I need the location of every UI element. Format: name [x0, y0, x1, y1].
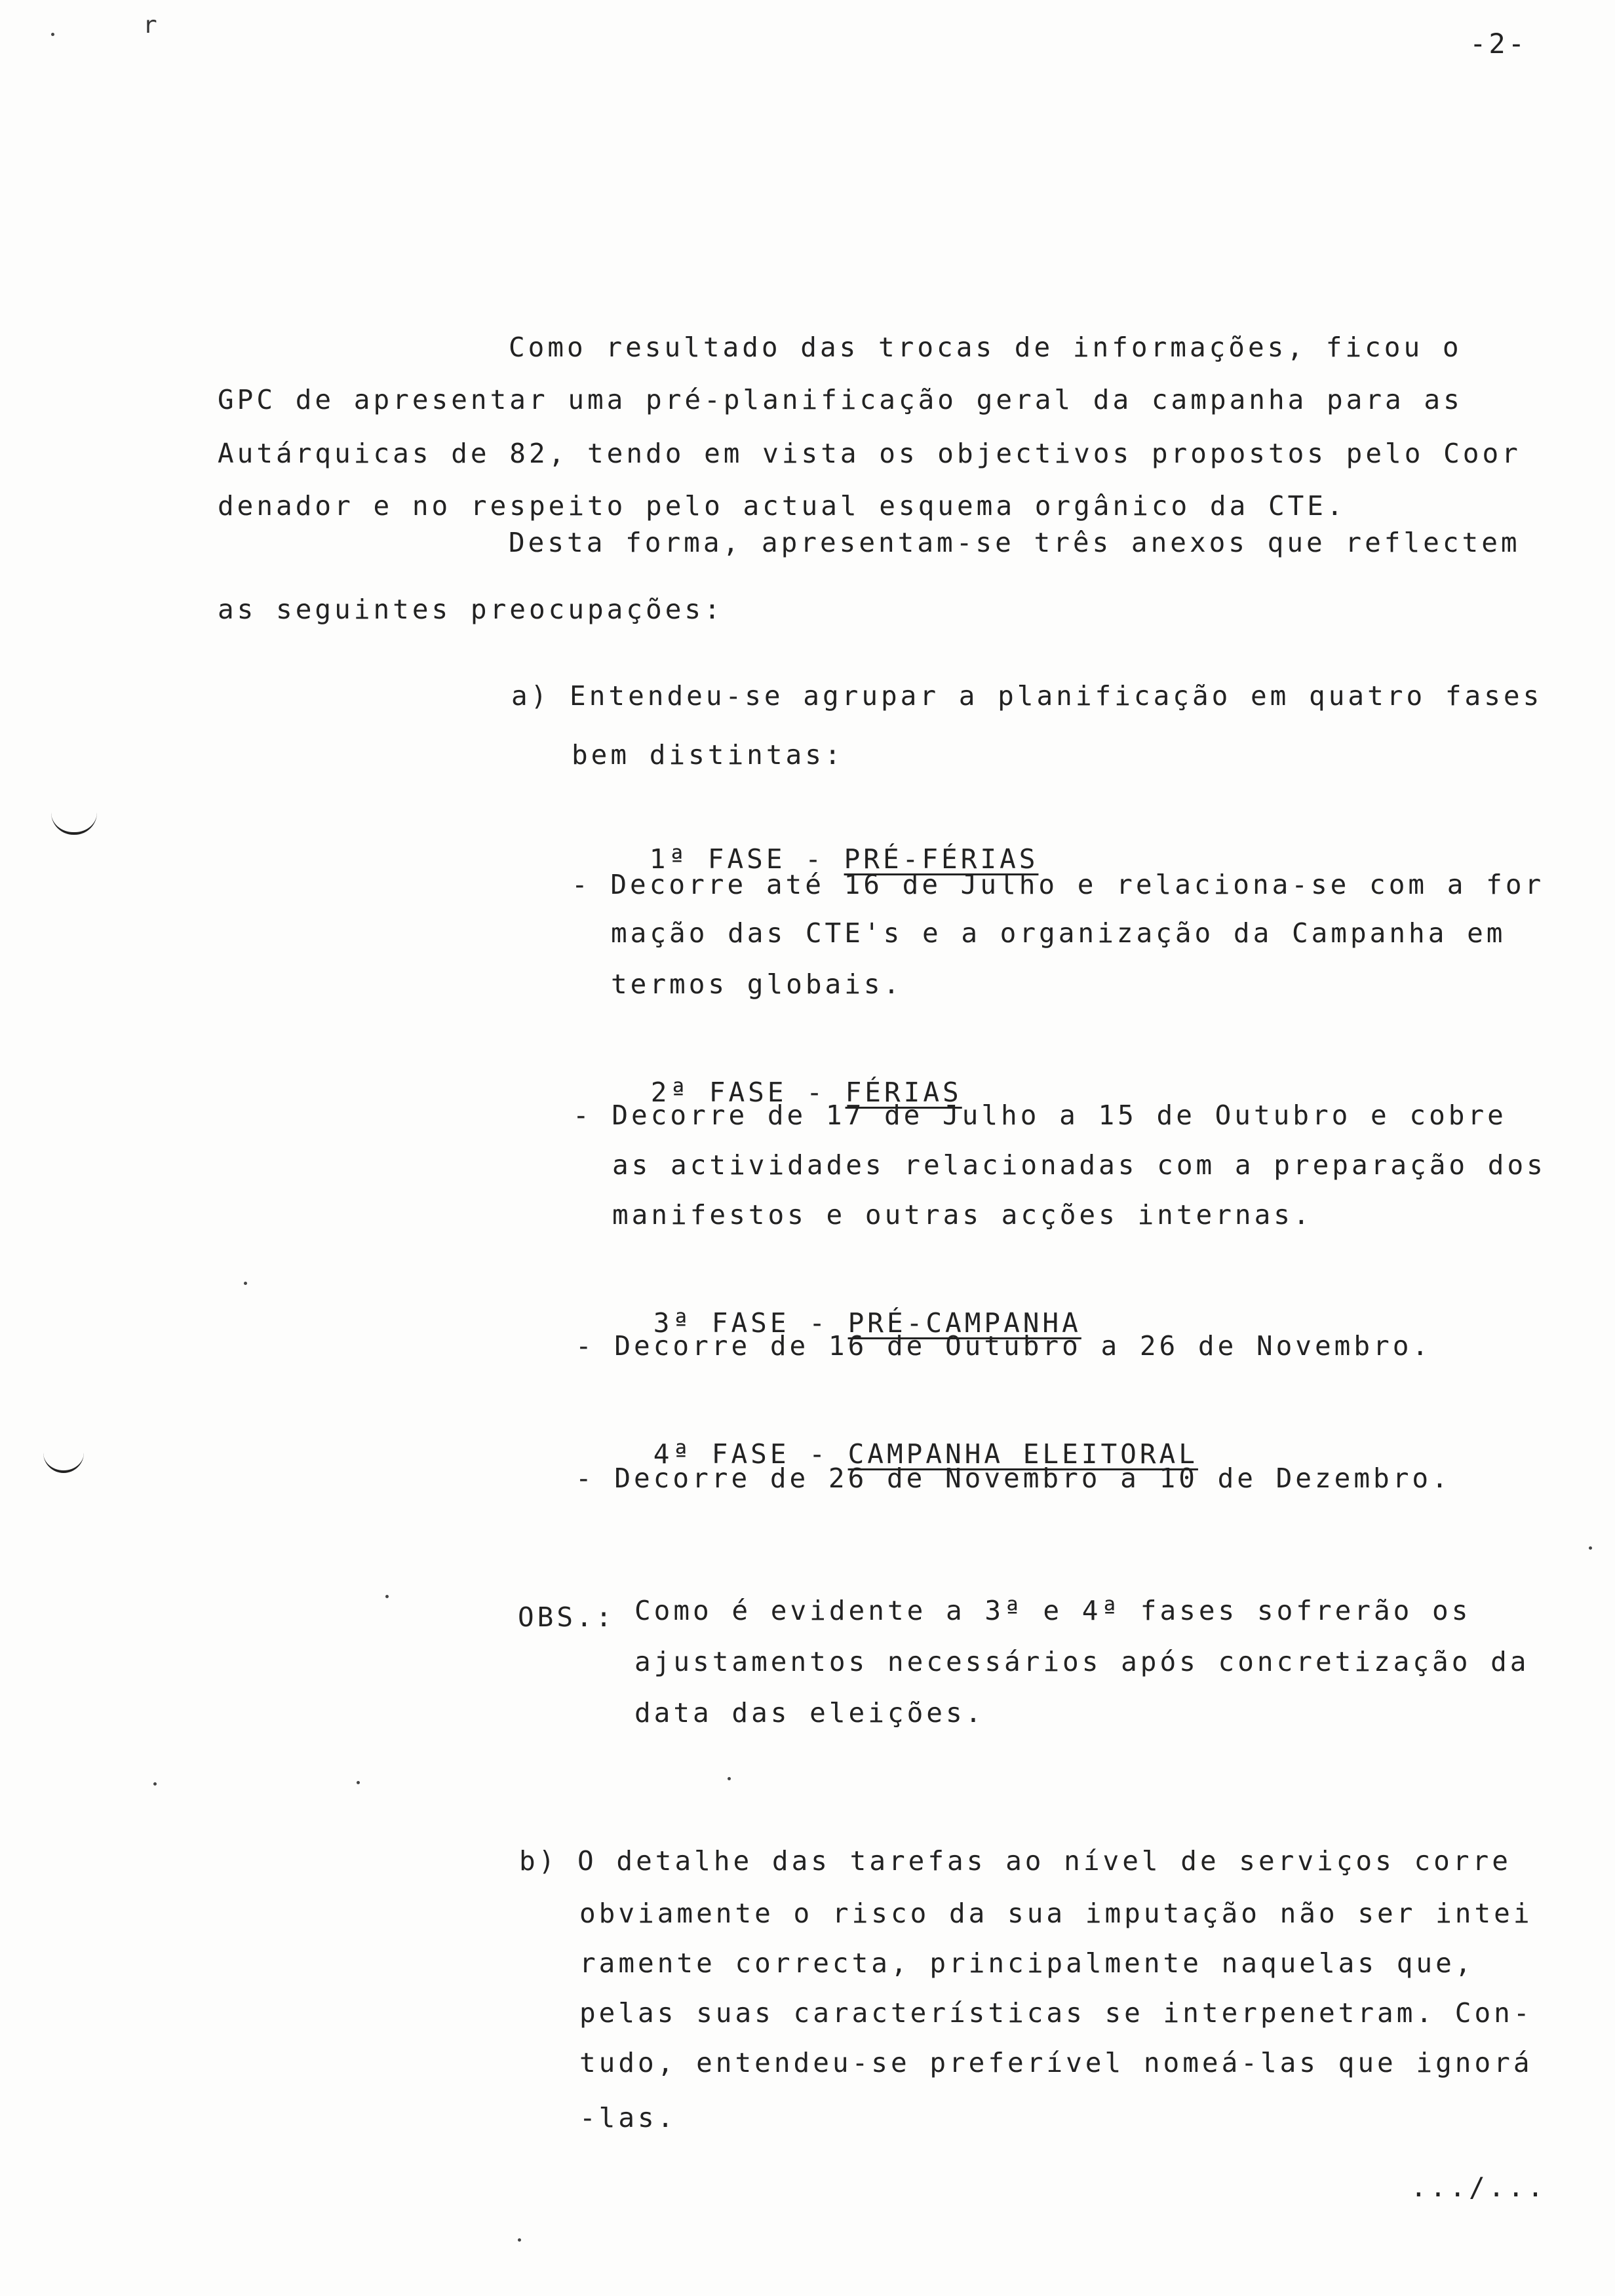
second-paragraph-line-2: as seguintes preocupações: [218, 594, 724, 625]
phase-3-label: 3ª FASE - [653, 1307, 848, 1339]
scan-speck [153, 1782, 157, 1786]
scan-artifact-arc [51, 813, 97, 835]
scan-speck [728, 1777, 731, 1780]
phase-1-line-3: termos globais. [611, 968, 903, 1000]
phase-1-line-1: - Decorre até 16 de Julho e relaciona-se com a for [572, 869, 1545, 900]
scan-speck [357, 1781, 360, 1784]
item-b-line-1: b) O detalhe das tarefas ao nível de serviços corre [519, 1845, 1511, 1877]
second-paragraph-line-1: Desta forma, apresentam-se três anexos que reflectem [509, 527, 1521, 558]
item-b-line-5: tudo, entendeu-se preferível nomeá-las que ignorá [579, 2047, 1533, 2078]
page-number: -2- [1469, 28, 1527, 60]
phase-1-title: PRÉ-FÉRIAS [844, 843, 1039, 875]
item-b-line-3: ramente correcta, principalmente naquelas que, [579, 1947, 1475, 1979]
item-a-line-1: a) Entendeu-se agrupar a planificação em quatro fases [511, 680, 1543, 712]
obs-line-3: data das eleições. [634, 1697, 985, 1729]
obs-label: OBS.: [518, 1601, 615, 1633]
scan-artifact-arc [43, 1448, 84, 1473]
phase-2-title: FÉRIAS [845, 1077, 962, 1108]
item-a-line-2: bem distintas: [572, 739, 844, 771]
phase-3-line-1: - Decorre de 16 de Outubro a 26 de Novembro. [575, 1330, 1432, 1362]
phase-2-line-1: - Decorre de 17 de Julho a 15 de Outubro e cobre [573, 1100, 1507, 1131]
phase-1-label: 1ª FASE - [649, 843, 844, 875]
phase-2-line-2: as actividades relacionadas com a preparação dos [612, 1149, 1546, 1181]
obs-line-1: Como é evidente a 3ª e 4ª fases sofrerão os [634, 1595, 1471, 1626]
item-b-line-4: pelas suas características se interpenetram. Con- [579, 1997, 1533, 2029]
item-b-line-2: obviamente o risco da sua imputação não ser intei [579, 1898, 1533, 1929]
phase-2-line-3: manifestos e outras acções internas. [612, 1199, 1313, 1231]
phase-4-title: CAMPANHA ELEITORAL [847, 1438, 1198, 1470]
intro-line-1: Como resultado das trocas de informações, ficou o [509, 332, 1462, 363]
continuation-mark: .../... [1411, 2172, 1547, 2203]
phase-1-line-2: mação das CTE's e a organização da Campanha em [611, 917, 1506, 949]
obs-line-2: ajustamentos necessários após concretização da [634, 1646, 1530, 1677]
intro-line-2: GPC de apresentar uma pré-planificação geral da campanha para as [218, 384, 1463, 415]
phase-2-label: 2ª FASE - [650, 1077, 846, 1108]
intro-line-4: denador e no respeito pelo actual esquema orgânico da CTE. [218, 490, 1346, 522]
scan-speck [1589, 1546, 1592, 1550]
phase-3-title: PRÉ-CAMPANHA [847, 1307, 1081, 1339]
scan-speck [518, 2238, 521, 2242]
phase-4-label: 4ª FASE - [653, 1438, 848, 1470]
scan-speck [51, 33, 54, 36]
scan-speck [244, 1282, 247, 1285]
scan-speck [385, 1595, 389, 1598]
page-corner-mark: r [143, 12, 157, 39]
item-b-line-6: -las. [579, 2102, 677, 2133]
intro-line-3: Autárquicas de 82, tendo em vista os objectivos propostos pelo Coor [218, 438, 1521, 469]
phase-4-line-1: - Decorre de 26 de Novembro a 10 de Dezembro. [575, 1463, 1451, 1494]
